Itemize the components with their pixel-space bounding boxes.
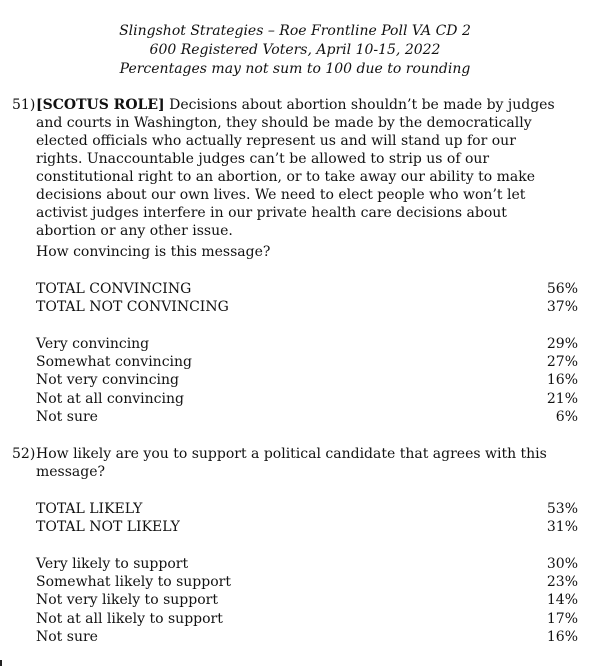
result-row bbox=[36, 353, 578, 371]
result-label: TOTAL CONVINCING bbox=[36, 281, 192, 297]
result-row bbox=[36, 555, 578, 573]
question-number: 51) bbox=[12, 97, 36, 113]
question-text: How likely are you to support a political candidate that agrees with this message? bbox=[36, 446, 547, 480]
result-label: Not at all likely to support bbox=[36, 610, 223, 627]
result-row bbox=[36, 591, 578, 609]
result-row bbox=[36, 573, 578, 591]
q51-details bbox=[36, 335, 578, 426]
header-title: Slingshot Strategies – Roe Frontline Poll VA CD 2 bbox=[119, 23, 471, 39]
result-label: TOTAL NOT CONVINCING bbox=[36, 299, 229, 316]
result-percent: 6% bbox=[555, 408, 578, 425]
result-label: Not very likely to support bbox=[36, 592, 218, 609]
result-label: Not sure bbox=[36, 628, 98, 645]
q52-details bbox=[36, 555, 578, 646]
result-percent: 16% bbox=[546, 372, 578, 389]
result-row bbox=[36, 408, 578, 426]
result-row bbox=[36, 610, 578, 628]
result-label: Very likely to support bbox=[36, 556, 189, 572]
result-row bbox=[36, 500, 578, 518]
result-percent: 27% bbox=[546, 354, 578, 371]
result-percent: 56% bbox=[546, 281, 578, 297]
question-body: Decisions about abortion shouldn’t be made by judges and courts in Washington, they should be made by the democratically elected officials who actually represent us and will stand up for our rights. Unaccountable judges can’t be allowed to strip us of our constitutional right to an abortion, or to take away our ability to make decisions about our own lives. We need to elect people who won’t let activist judges interfere in our private health care decisions about abortion or any other issue. bbox=[36, 97, 555, 239]
result-row bbox=[36, 518, 578, 536]
page-edge-mark bbox=[0, 660, 2, 666]
result-percent: 14% bbox=[546, 592, 578, 609]
result-percent: 29% bbox=[546, 336, 578, 352]
result-label: TOTAL LIKELY bbox=[36, 501, 143, 517]
result-label: Somewhat convincing bbox=[36, 354, 192, 371]
question-52 bbox=[12, 445, 582, 481]
question-number: 52) bbox=[12, 446, 36, 462]
question-51 bbox=[12, 96, 582, 240]
poll-header bbox=[0, 22, 590, 79]
result-row bbox=[36, 280, 578, 298]
result-row bbox=[36, 298, 578, 316]
result-label: TOTAL NOT LIKELY bbox=[36, 519, 180, 536]
result-label: Not sure bbox=[36, 408, 98, 425]
result-percent: 53% bbox=[546, 501, 578, 517]
question-tag: [SCOTUS ROLE] bbox=[36, 97, 165, 113]
result-percent: 21% bbox=[546, 390, 578, 407]
q51-totals bbox=[36, 280, 578, 316]
result-row bbox=[36, 628, 578, 646]
result-percent: 31% bbox=[546, 519, 578, 536]
result-percent: 17% bbox=[546, 610, 578, 627]
result-row bbox=[36, 371, 578, 389]
result-percent: 16% bbox=[546, 628, 578, 645]
result-label: Very convincing bbox=[36, 336, 150, 352]
header-note: Percentages may not sum to 100 due to rounding bbox=[119, 61, 471, 77]
result-percent: 23% bbox=[546, 574, 578, 591]
header-sample: 600 Registered Voters, April 10-15, 2022 bbox=[149, 42, 441, 58]
result-label: Not very convincing bbox=[36, 372, 179, 389]
result-row bbox=[36, 390, 578, 408]
result-label: Not at all convincing bbox=[36, 390, 184, 407]
result-row bbox=[36, 335, 578, 353]
q52-totals bbox=[36, 500, 578, 536]
question-prompt: How convincing is this message? bbox=[36, 244, 271, 260]
result-percent: 37% bbox=[546, 299, 578, 316]
result-label: Somewhat likely to support bbox=[36, 574, 231, 591]
question-text bbox=[36, 96, 566, 240]
result-percent: 30% bbox=[546, 556, 578, 572]
